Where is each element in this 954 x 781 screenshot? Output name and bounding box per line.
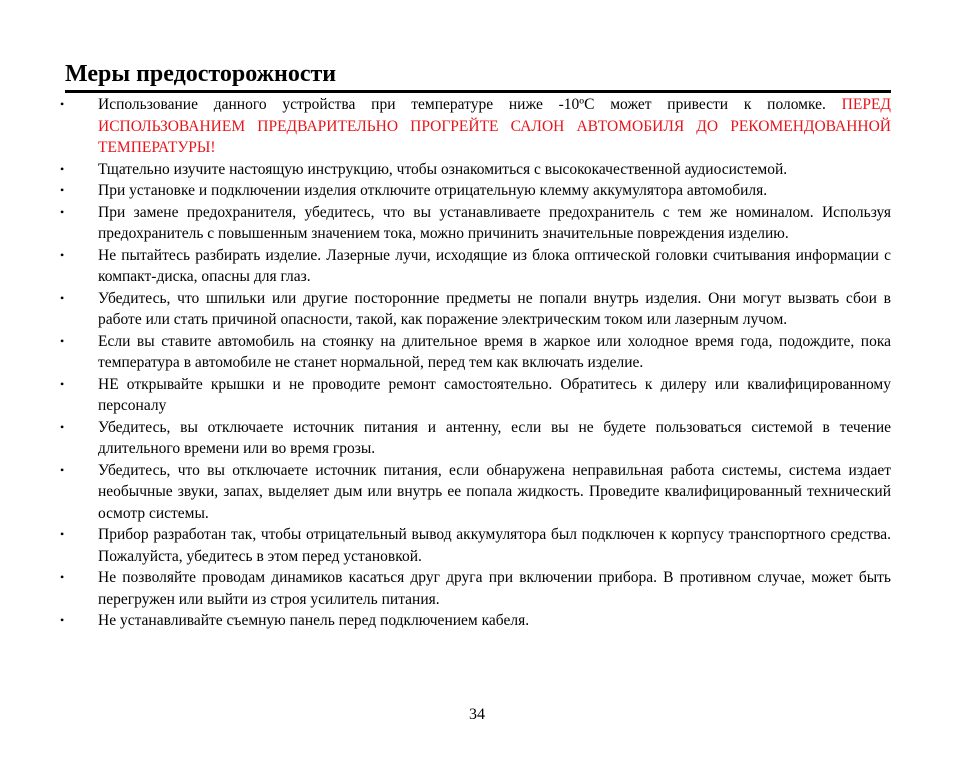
warning-text: ПЕРЕД ИСПОЛЬЗОВАНИЕМ ПРЕДВАРИТЕЛЬНО ПРОГРЕЙТЕ САЛОН АВТОМОБИЛЯ ДО РЕКОМЕНДОВАННОЙ ТЕМПЕРАТУРЫ! bbox=[98, 96, 891, 156]
bullet-icon: • bbox=[60, 97, 65, 111]
list-item bbox=[60, 524, 891, 567]
bullet-icon: • bbox=[60, 161, 65, 176]
item-text: НЕ открывайте крышки и не проводите ремонт самостоятельно. Обратитесь к дилеру или квалифицированному персоналу bbox=[98, 375, 891, 414]
list-item bbox=[60, 610, 891, 632]
bullet-icon: • bbox=[60, 204, 65, 219]
item-text: Тщательно изучите настоящую инструкцию, чтобы ознакомиться с высококачественной аудиосистемой. bbox=[98, 160, 788, 178]
bullet-icon: • bbox=[60, 613, 65, 627]
list-item bbox=[60, 202, 891, 245]
item-text: Прибор разработан так, чтобы отрицательный вывод аккумулятора был подключен к корпусу транспортного средства. Пожалуйста, убедитесь в этом перед установкой. bbox=[98, 526, 891, 565]
bullet-icon: • bbox=[60, 247, 65, 262]
list-item bbox=[60, 460, 891, 525]
list-item bbox=[60, 159, 891, 181]
page-number: 34 bbox=[469, 706, 485, 723]
list-item bbox=[60, 94, 891, 159]
list-item bbox=[60, 374, 891, 417]
list-item bbox=[60, 417, 891, 460]
list-item bbox=[60, 331, 891, 374]
item-text: При замене предохранителя, убедитесь, что вы устанавливаете предохранитель с тем же номиналом. Используя предохранитель с повышенным значением тока, можно причинить значительные повреждения изделию. bbox=[98, 203, 891, 242]
list-item bbox=[60, 288, 891, 331]
bullet-icon: • bbox=[60, 333, 65, 348]
bullet-icon: • bbox=[60, 570, 65, 584]
bullet-icon: • bbox=[60, 183, 65, 197]
list-item bbox=[60, 180, 891, 202]
item-text: Не пытайтесь разбирать изделие. Лазерные лучи, исходящие из блока оптической головки считывания информации с компакт-диска, опасны для глаз. bbox=[98, 246, 891, 285]
item-text: Не устанавливайте съемную панель перед подключением кабеля. bbox=[98, 612, 530, 629]
page-title: Меры предосторожности bbox=[65, 59, 891, 93]
item-text: Убедитесь, что вы отключаете источник питания, если обнаружена неправильная работа системы, система издает необычные звуки, запах, выделяет дым или внутрь ее попала жидкость. Проведите квалифицированный технический осмотр системы. bbox=[98, 461, 891, 522]
bullet-icon: • bbox=[60, 419, 65, 434]
precautions-list bbox=[60, 94, 891, 632]
bullet-icon: • bbox=[60, 462, 65, 477]
bullet-icon: • bbox=[60, 290, 65, 305]
item-text: Если вы ставите автомобиль на стоянку на длительное время в жаркое или холодное время года, подождите, пока температура в автомобиле не станет нормальной, перед тем как включать изделие. bbox=[98, 332, 891, 371]
item-text: Убедитесь, что шпильки или другие посторонние предметы не попали внутрь изделия. Они могут вызвать сбои в работе или стать причиной опасности, такой, как поражение электрическим током или лазерным лучом. bbox=[98, 289, 891, 328]
item-text: Убедитесь, вы отключаете источник питания и антенну, если вы не будете пользоваться системой в течение длительного времени или во время грозы. bbox=[98, 418, 891, 457]
bullet-icon: • bbox=[60, 376, 65, 391]
list-item bbox=[60, 567, 891, 610]
list-item bbox=[60, 245, 891, 288]
bullet-icon: • bbox=[60, 527, 65, 541]
item-text: Не позволяйте проводам динамиков касаться друг друга при включении прибора. В противном случае, может быть перегружен или выйти из строя усилитель питания. bbox=[98, 569, 891, 608]
item-text: Использование данного устройства при температуре ниже -10ºC может привести к поломке. bbox=[98, 96, 842, 113]
item-text: При установке и подключении изделия отключите отрицательную клемму аккумулятора автомобиля. bbox=[98, 182, 768, 199]
